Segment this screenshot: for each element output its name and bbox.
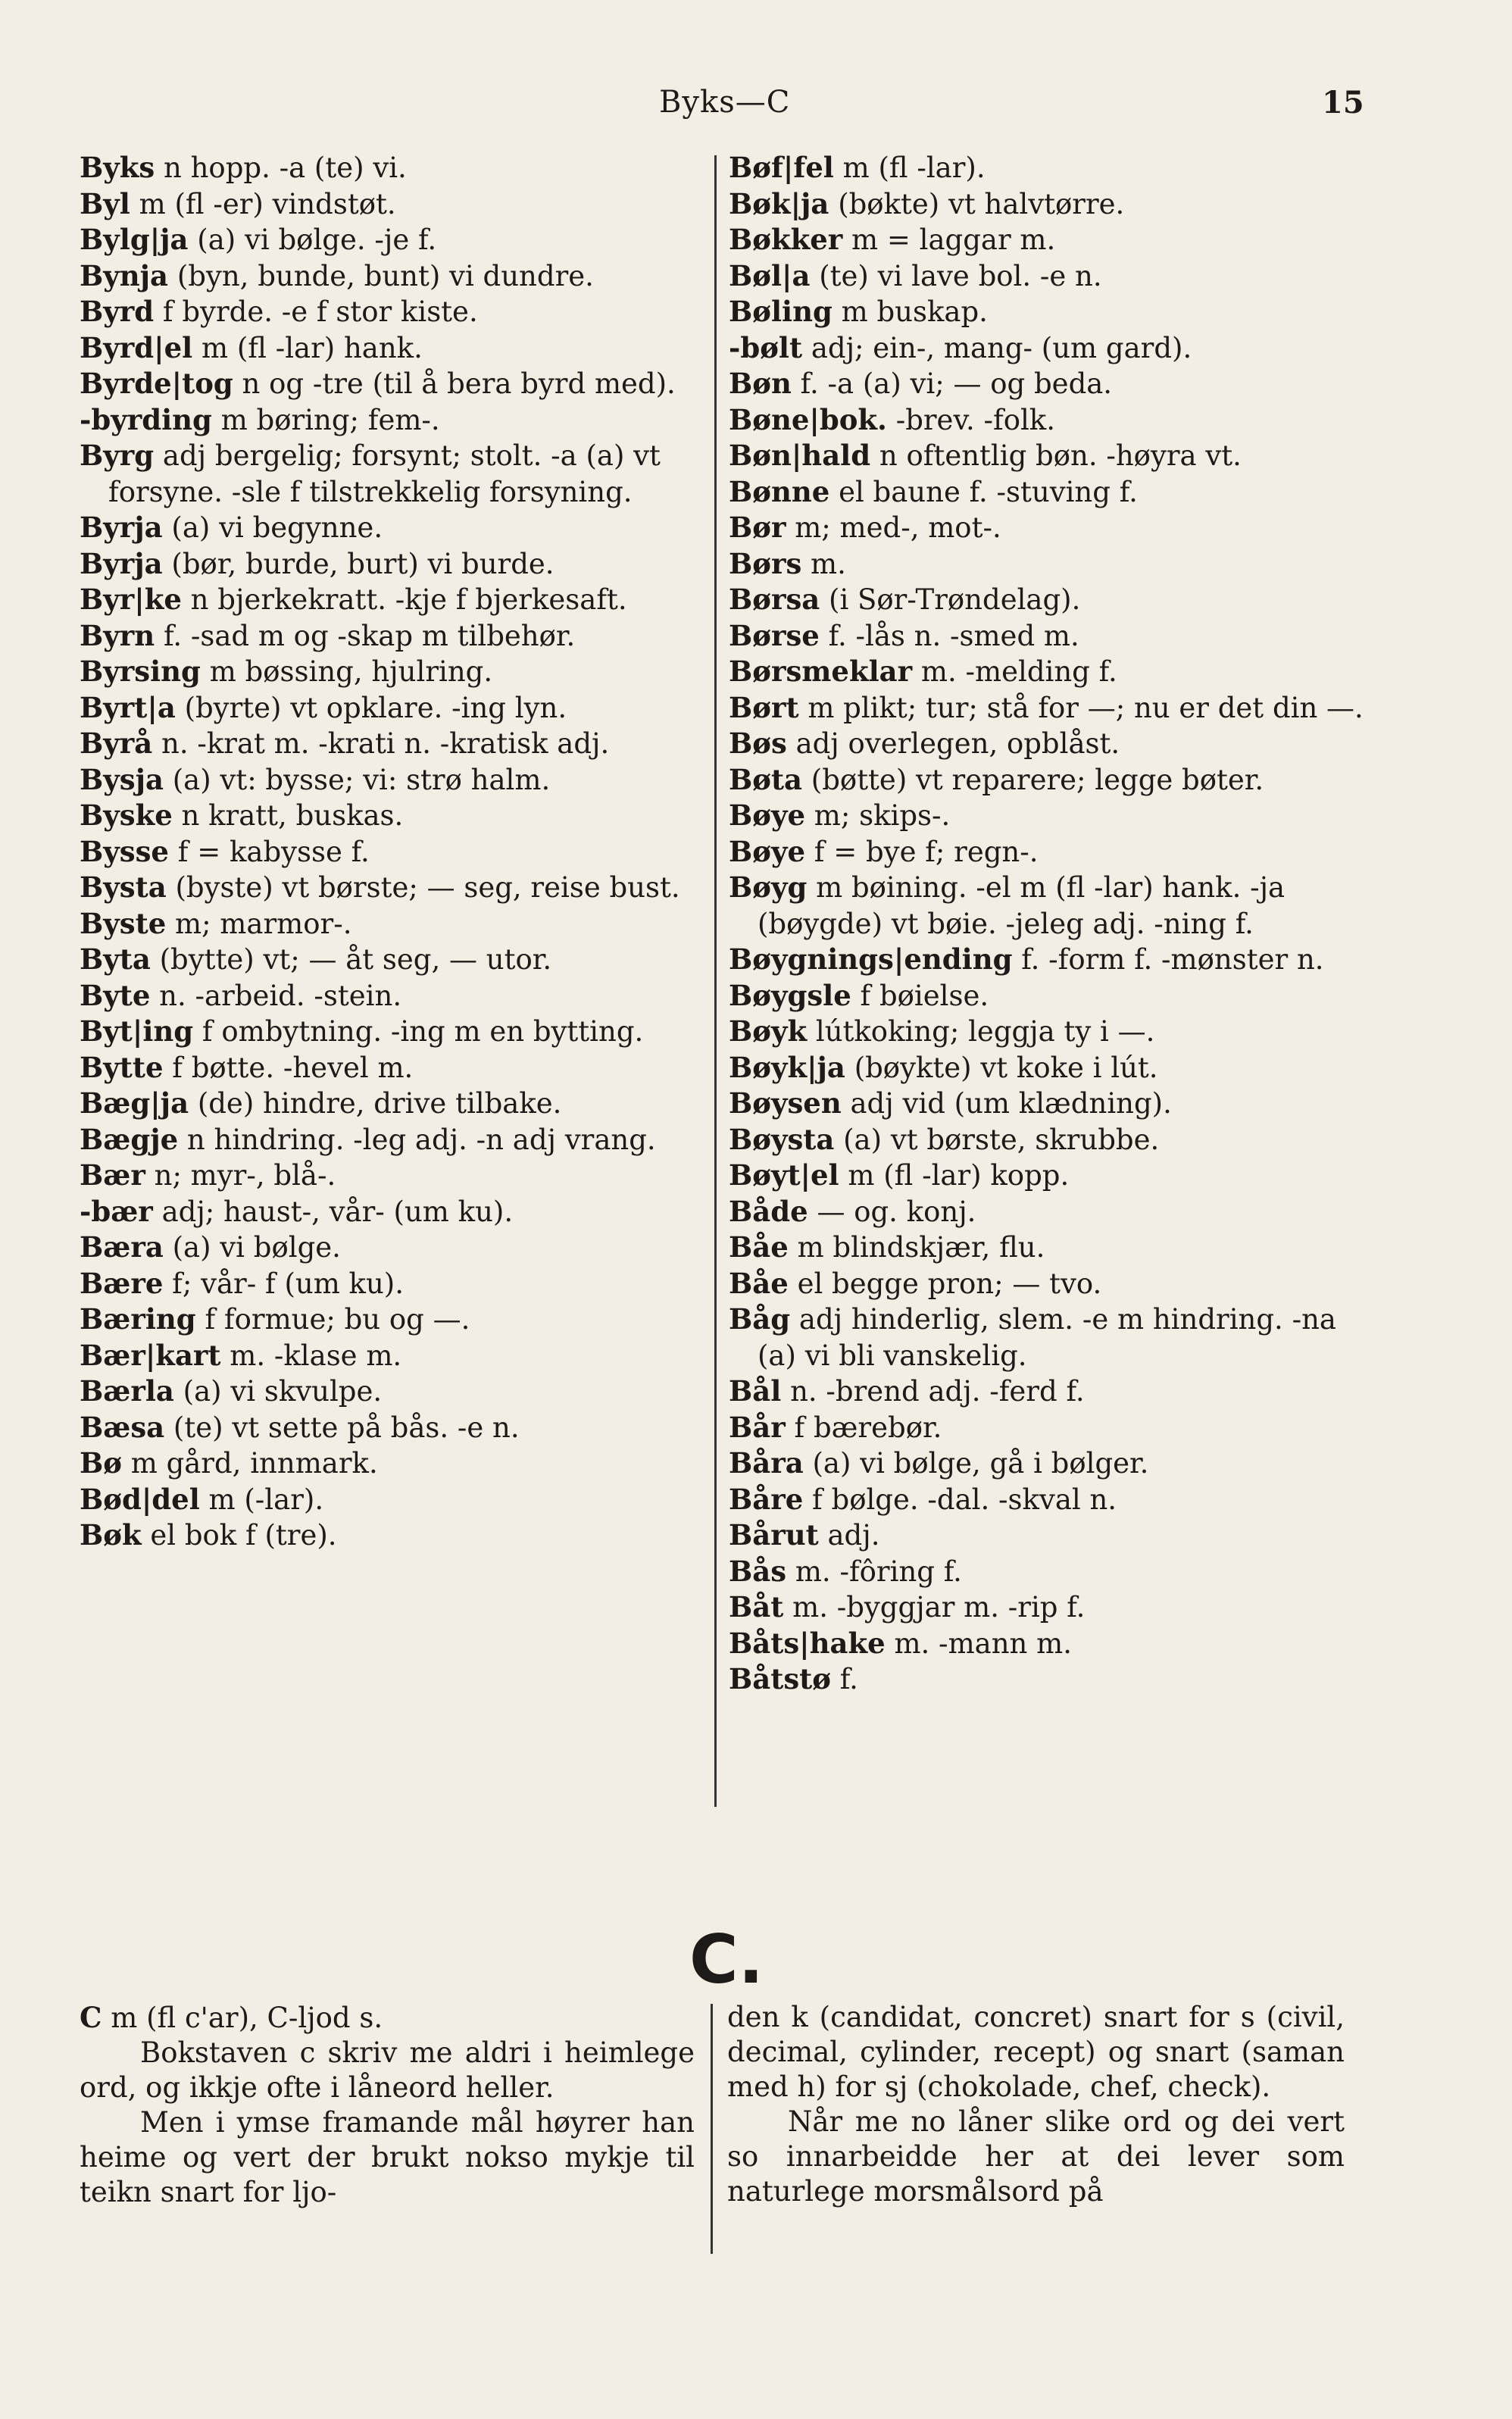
entry-definition: m (fl -lar) hank.: [201, 331, 423, 364]
dictionary-entry: [80, 546, 708, 583]
entry-headword: Bære: [80, 1266, 164, 1300]
entry-definition: f. -lås n. -smed m.: [828, 619, 1079, 652]
entry-headword: Båre: [729, 1482, 804, 1516]
entry-definition: f bærebør.: [794, 1411, 942, 1444]
dictionary-entry: [729, 474, 1365, 511]
dictionary-entry: [729, 1410, 1365, 1446]
column-divider: [714, 155, 717, 1807]
entry-definition: f ombytning. -ing m en bytting.: [201, 1015, 644, 1048]
entry-definition: f formue; bu og —.: [205, 1303, 470, 1336]
entry-headword: Bår: [729, 1410, 786, 1444]
dictionary-entry: [80, 1482, 708, 1518]
entry-definition: n hopp. -a (te) vi.: [164, 152, 407, 184]
entry-headword: Byrja: [80, 546, 163, 580]
entry-definition: (a) vt: bysse; vi: strø halm.: [172, 763, 551, 796]
entry-definition: — og. konj.: [817, 1195, 976, 1228]
entry-definition: m børing; fem-.: [220, 403, 440, 436]
entry-definition: m. -fôring f.: [795, 1555, 962, 1588]
entry-definition: (a) vi skvulpe.: [183, 1375, 383, 1408]
dictionary-entry: [729, 978, 1365, 1014]
entry-definition: m; skips-.: [814, 799, 951, 832]
entry-definition: n. -arbeid. -stein.: [159, 979, 402, 1012]
entry-definition: (a) vi begynne.: [171, 511, 383, 544]
entry-headword: Båt: [729, 1590, 784, 1624]
dictionary-entry: [729, 510, 1365, 546]
dictionary-entry: [80, 222, 708, 258]
entry-definition: m.: [811, 547, 846, 580]
entry-definition: m gård, innmark.: [130, 1447, 378, 1480]
entry-headword: Bytte: [80, 1050, 164, 1084]
entry-headword: Bønne: [729, 474, 830, 508]
dictionary-entry: [729, 1158, 1365, 1194]
entry-headword: Bårut: [729, 1518, 819, 1552]
entry-definition: (byn, bunde, bunt) vi dundre.: [177, 259, 594, 292]
entry-headword: Bøn|hald: [729, 439, 871, 472]
dictionary-entry: [729, 690, 1365, 727]
entry-headword: Børt: [729, 690, 799, 724]
entry-definition: f; vår- f (um ku).: [172, 1267, 405, 1300]
entry-headword: Bøk|ja: [729, 186, 829, 220]
dictionary-entry: [80, 438, 708, 510]
entry-headword: Bynja: [80, 258, 169, 292]
dictionary-entry: [729, 1374, 1365, 1410]
page-title: Byks—C: [659, 85, 791, 120]
entry-headword: Byks: [80, 151, 155, 184]
entry-headword: Bøyg: [729, 870, 808, 904]
entry-definition: f = kabysse f.: [177, 835, 370, 868]
entry-headword: Båe: [729, 1230, 789, 1264]
entry-headword: Bysse: [80, 834, 169, 868]
dictionary-entry: [729, 258, 1365, 295]
entry-headword: Børs: [729, 546, 802, 580]
entry-headword: Byt|ing: [80, 1014, 194, 1048]
entry-headword: Bøl|a: [729, 258, 811, 292]
dictionary-entry: [80, 150, 708, 186]
dictionary-entry: [729, 1014, 1365, 1050]
dictionary-entry: [80, 1158, 708, 1194]
entry-definition: n bjerkekratt. -kje f bjerkesaft.: [190, 583, 627, 616]
entry-headword: Båe: [729, 1266, 789, 1300]
entry-definition: m bøssing, hjulring.: [209, 655, 493, 688]
entry-definition: el bok f (tre).: [150, 1519, 337, 1552]
entry-headword: Byrd: [80, 295, 155, 328]
section-c-paragraph: Bokstaven c skriv me aldri i heimlege ord, og ikkje ofte i låneord heller.: [80, 2036, 695, 2104]
entry-headword: Bøs: [729, 727, 787, 760]
dictionary-entry: [729, 438, 1365, 474]
entry-definition: f. -sad m og -skap m tilbehør.: [163, 619, 576, 652]
dictionary-entry: [80, 726, 708, 762]
entry-headword: Byrt|a: [80, 690, 176, 724]
section-c-headword: C: [80, 2001, 102, 2034]
dictionary-entry: [729, 1122, 1365, 1158]
entry-definition: n hindring. -leg adj. -n adj vrang.: [186, 1123, 656, 1156]
entry-definition: adj.: [827, 1519, 880, 1552]
entry-headword: Båg: [729, 1302, 791, 1336]
dictionary-entry: [80, 1086, 708, 1122]
entry-definition: m; med-, mot-.: [795, 511, 1001, 544]
entry-headword: Båra: [729, 1446, 804, 1480]
entry-headword: Bør: [729, 511, 786, 544]
entry-headword: Byte: [80, 978, 151, 1012]
entry-definition: (bøykte) vt koke i lút.: [854, 1051, 1158, 1084]
dictionary-entry: [80, 978, 708, 1014]
entry-definition: (byrte) vt opklare. -ing lyn.: [184, 691, 567, 724]
entry-headword: Børsa: [729, 583, 820, 616]
entry-headword: Byrde|tog: [80, 367, 233, 400]
entry-headword: Byrå: [80, 727, 153, 760]
entry-definition: m. -mann m.: [894, 1627, 1072, 1660]
entry-headword: Bær|kart: [80, 1338, 221, 1372]
entry-definition: (bøkte) vt halvtørre.: [838, 187, 1125, 220]
entry-definition: adj bergelig; forsynt; stolt. -a (a) vt forsyne. -sle f tilstrekkelig forsyning.: [108, 439, 661, 508]
dictionary-entry: [80, 798, 708, 834]
entry-definition: m (fl -er) vindstøt.: [139, 187, 396, 220]
entry-definition: m. -melding f.: [920, 655, 1117, 688]
entry-definition: m (fl -lar).: [842, 152, 986, 184]
entry-headword: Bøne|bok.: [729, 402, 887, 436]
entry-definition: n. -krat m. -krati n. -kratisk adj.: [161, 727, 610, 760]
dictionary-entry: [729, 1445, 1365, 1482]
dictionary-entry: [80, 834, 708, 870]
entry-headword: -bølt: [729, 330, 803, 364]
entry-headword: Bæring: [80, 1302, 196, 1336]
entry-definition: n og -tre (til å bera byrd med).: [242, 367, 676, 400]
dictionary-entry: [80, 258, 708, 295]
dictionary-entry: [729, 726, 1365, 762]
entry-definition: f bølge. -dal. -skval n.: [812, 1483, 1117, 1516]
dictionary-entry: [729, 654, 1365, 690]
dictionary-entry: [80, 762, 708, 799]
entry-definition: m. -klase m.: [230, 1339, 402, 1372]
entry-definition: f.: [839, 1663, 858, 1695]
dictionary-entry: [80, 1122, 708, 1158]
dictionary-entry: [729, 798, 1365, 834]
dictionary-entry: [80, 906, 708, 942]
dictionary-entry: [729, 1086, 1365, 1122]
left-column: [80, 150, 708, 1554]
section-c-left-column: [80, 2000, 695, 2210]
dictionary-entry: [729, 1626, 1365, 1662]
entry-definition: (te) vt sette på bås. -e n.: [173, 1411, 520, 1444]
entry-definition: m (fl -lar) kopp.: [848, 1159, 1070, 1192]
entry-definition: n oftentlig bøn. -høyra vt.: [879, 439, 1242, 472]
entry-definition: el begge pron; — tvo.: [797, 1267, 1102, 1300]
entry-headword: Bysta: [80, 870, 167, 904]
entry-definition: m bøining. -el m (fl -lar) hank. -ja (bøygde) vt bøie. -jeleg adj. -ning f.: [758, 871, 1286, 940]
dictionary-entry: [729, 1482, 1365, 1518]
entry-definition: -brev. -folk.: [895, 403, 1055, 436]
entry-headword: -bær: [80, 1194, 153, 1228]
page-number: 15: [1322, 85, 1364, 120]
entry-headword: Båts|hake: [729, 1626, 886, 1660]
entry-definition: (bytte) vt; — åt seg, — utor.: [159, 943, 552, 976]
entry-headword: Bysja: [80, 762, 164, 796]
entry-headword: Bøygsle: [729, 978, 851, 1012]
dictionary-entry: [729, 1517, 1365, 1554]
entry-headword: Bød|del: [80, 1482, 200, 1516]
dictionary-entry: [80, 510, 708, 546]
entry-headword: Byrg: [80, 439, 155, 472]
entry-headword: Bøye: [729, 834, 805, 868]
entry-headword: Bøysta: [729, 1122, 835, 1156]
entry-definition: adj; haust-, vår- (um ku).: [161, 1195, 514, 1228]
dictionary-entry: [80, 690, 708, 727]
dictionary-entry: [80, 1014, 708, 1050]
entry-headword: Bøyk|ja: [729, 1050, 845, 1084]
dictionary-entry: [729, 546, 1365, 583]
dictionary-entry: [729, 762, 1365, 799]
dictionary-entry: [729, 1230, 1365, 1266]
entry-headword: Både: [729, 1194, 808, 1228]
entry-definition: f bøtte. -hevel m.: [172, 1051, 414, 1084]
entry-definition: n. -brend adj. -ferd f.: [790, 1375, 1085, 1408]
entry-headword: Bæg|ja: [80, 1086, 189, 1120]
entry-definition: (a) vi bølge, gå i bølger.: [812, 1447, 1149, 1480]
entry-definition: f = bye f; regn-.: [814, 835, 1039, 868]
section-letter-heading: C.: [689, 1921, 764, 1999]
section-c-paragraph: Når me no låner slike ord og dei vert so innarbeidde her at dei lever som naturlege morsmålsord på: [727, 2105, 1345, 2208]
entry-headword: -byrding: [80, 402, 212, 436]
dictionary-entry: [729, 870, 1365, 942]
entry-headword: Bæsa: [80, 1410, 165, 1444]
entry-headword: Bøta: [729, 762, 803, 796]
entry-headword: Børse: [729, 618, 820, 652]
entry-headword: Bål: [729, 1374, 782, 1408]
entry-definition: (byste) vt børste; — seg, reise bust.: [175, 871, 680, 904]
entry-headword: Bylg|ja: [80, 223, 189, 256]
entry-definition: m blindskjær, flu.: [797, 1231, 1045, 1264]
entry-definition: f bøielse.: [860, 979, 989, 1012]
dictionary-entry: [80, 1410, 708, 1446]
entry-definition: adj overlegen, opblåst.: [795, 727, 1120, 760]
dictionary-entry: [729, 222, 1365, 258]
dictionary-entry: [80, 1517, 708, 1554]
entry-headword: Byr|ke: [80, 583, 182, 616]
entry-definition: n kratt, buskas.: [181, 799, 404, 832]
entry-headword: Bøkker: [729, 223, 843, 256]
entry-definition: lútkoking; leggja ty i —.: [815, 1015, 1155, 1048]
entry-definition: m = laggar m.: [851, 223, 1056, 256]
dictionary-entry: [80, 1266, 708, 1302]
entry-definition: m plikt; tur; stå for —; nu er det din —.: [808, 691, 1364, 724]
entry-headword: Byske: [80, 799, 173, 832]
entry-headword: Byrsing: [80, 655, 201, 688]
entry-headword: Bøyk: [729, 1014, 808, 1048]
entry-headword: Børsmeklar: [729, 655, 913, 688]
entry-headword: Byrn: [80, 618, 155, 652]
dictionary-entry: [80, 618, 708, 655]
dictionary-entry: [80, 1445, 708, 1482]
dictionary-entry: [80, 294, 708, 330]
entry-definition: m. -byggjar m. -rip f.: [792, 1591, 1086, 1624]
dictionary-entry: [80, 186, 708, 223]
dictionary-entry: [80, 402, 708, 439]
entry-definition: adj hinderlig, slem. -e m hindring. -na (a) vi bli vanskelig.: [758, 1303, 1336, 1372]
entry-headword: Bøn: [729, 367, 792, 400]
dictionary-entry: [80, 870, 708, 906]
entry-headword: Bøling: [729, 295, 833, 328]
dictionary-entry: [729, 366, 1365, 402]
dictionary-entry: [80, 1338, 708, 1374]
section-column-divider: [711, 2004, 713, 2254]
dictionary-entry: [80, 1194, 708, 1230]
entry-definition: (bør, burde, burt) vi burde.: [171, 547, 555, 580]
entry-headword: Bøye: [729, 799, 805, 832]
dictionary-entry: [80, 330, 708, 367]
dictionary-entry: [729, 1661, 1365, 1698]
dictionary-entry: [80, 1230, 708, 1266]
right-column: [729, 150, 1365, 1698]
entry-headword: Byrd|el: [80, 330, 193, 364]
dictionary-entry: [80, 1302, 708, 1338]
entry-headword: Bæra: [80, 1230, 164, 1264]
running-head: [0, 85, 1512, 130]
dictionary-entry: [729, 1050, 1365, 1086]
entry-definition: (a) vi bølge. -je f.: [197, 223, 437, 256]
entry-definition: n; myr-, blå-.: [154, 1159, 336, 1192]
entry-definition: (te) vi lave bol. -e n.: [819, 259, 1102, 292]
entry-definition: f byrde. -e f stor kiste.: [162, 295, 478, 328]
dictionary-entry: [80, 366, 708, 402]
section-c-paragraph: den k (candidat, concret) snart for s (civil, decimal, cylinder, recept) og snart (saman med h) for sj (chokolade, chef, check).: [727, 2001, 1345, 2103]
dictionary-entry: [80, 1374, 708, 1410]
entry-definition: m (-lar).: [208, 1483, 324, 1516]
entry-definition: (bøtte) vt reparere; legge bøter.: [811, 763, 1264, 796]
entry-headword: Bærla: [80, 1374, 174, 1408]
entry-definition: (a) vt børste, skrubbe.: [843, 1123, 1160, 1156]
dictionary-entry: [729, 294, 1365, 330]
entry-headword: Bø: [80, 1446, 122, 1480]
section-c-entry: [80, 2000, 695, 2036]
entry-headword: Bøf|fel: [729, 151, 834, 184]
section-c-paragraph: Men i ymse framande mål høyrer han heime og vert der brukt nokso mykje til teikn snart for ljo-: [80, 2106, 695, 2208]
entry-definition: el baune f. -stuving f.: [839, 475, 1138, 508]
dictionary-entry: [80, 582, 708, 618]
section-c-definition: m (fl c'ar), C-ljod s.: [111, 2002, 383, 2034]
entry-definition: f. -a (a) vi; — og beda.: [800, 367, 1113, 400]
dictionary-entry: [729, 330, 1365, 367]
entry-definition: m buskap.: [841, 295, 988, 328]
entry-definition: (i Sør-Trøndelag).: [829, 583, 1081, 616]
dictionary-entry: [729, 1554, 1365, 1590]
entry-definition: adj vid (um klædning).: [850, 1087, 1172, 1120]
dictionary-entry: [729, 1266, 1365, 1302]
entry-headword: Bøysen: [729, 1086, 842, 1120]
section-c-right-column: [727, 2000, 1345, 2209]
entry-headword: Bær: [80, 1158, 145, 1192]
dictionary-entry: [729, 1194, 1365, 1230]
entry-definition: (a) vi bølge.: [172, 1231, 341, 1264]
dictionary-entry: [729, 582, 1365, 618]
dictionary-entry: [729, 150, 1365, 186]
entry-definition: f. -form f. -mønster n.: [1021, 943, 1324, 976]
entry-headword: Byta: [80, 942, 151, 976]
entry-headword: Byrja: [80, 511, 163, 544]
dictionary-entry: [729, 1589, 1365, 1626]
entry-headword: Byl: [80, 186, 130, 220]
dictionary-entry: [729, 618, 1365, 655]
entry-headword: Bøk: [80, 1518, 142, 1552]
entry-definition: m; marmor-.: [175, 907, 352, 940]
entry-headword: Båtstø: [729, 1662, 831, 1695]
dictionary-entry: [80, 654, 708, 690]
dictionary-entry: [80, 942, 708, 978]
dictionary-entry: [729, 1302, 1365, 1374]
entry-headword: Bøygnings|ending: [729, 942, 1013, 976]
dictionary-entry: [729, 834, 1365, 870]
entry-headword: Byste: [80, 906, 167, 940]
dictionary-entry: [729, 186, 1365, 223]
entry-headword: Bås: [729, 1554, 787, 1588]
entry-definition: (de) hindre, drive tilbake.: [197, 1087, 562, 1120]
entry-headword: Bøyt|el: [729, 1158, 839, 1192]
entry-headword: Bægje: [80, 1122, 179, 1156]
dictionary-entry: [729, 942, 1365, 978]
entry-definition: adj; ein-, mang- (um gard).: [811, 331, 1192, 364]
dictionary-entry: [729, 402, 1365, 439]
dictionary-entry: [80, 1050, 708, 1086]
